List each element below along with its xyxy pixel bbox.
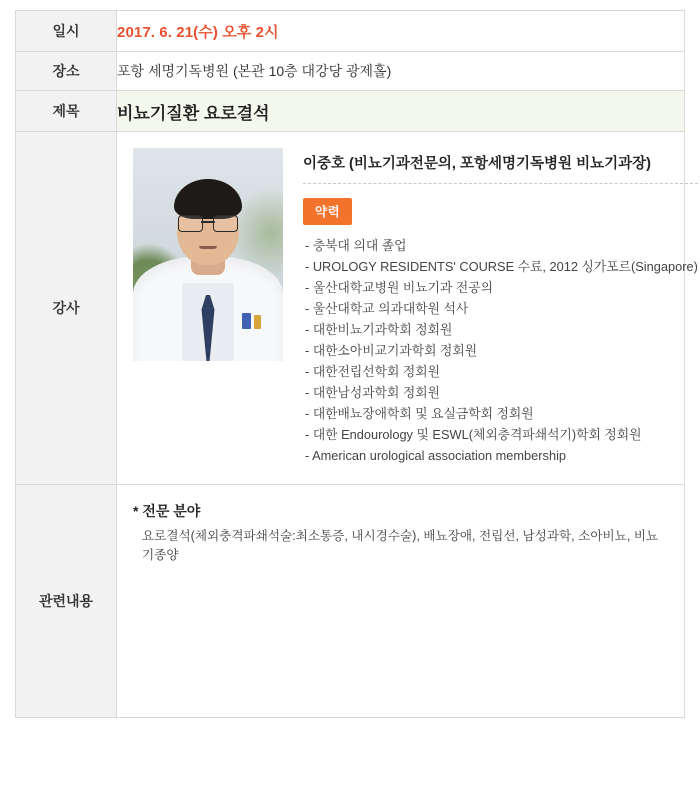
list-item: - American urological association membership	[305, 448, 567, 463]
table-row-title	[16, 91, 685, 132]
related-text: 요로결석(체외충격파쇄석술:최소통증, 내시경수술), 배뇨장애, 전립선, 남성과학, 소아비뇨, 비뇨기종양	[142, 529, 659, 562]
list-item: - 울산대학교 의과대학원 석사	[305, 301, 469, 316]
photo-pocket-pen-gold	[254, 315, 261, 329]
table-row-speaker	[16, 132, 685, 485]
list-item: - 대한비뇨기과학회 정회원	[305, 322, 453, 337]
photo-mouth	[199, 246, 217, 249]
photo-glasses-right-lens	[213, 215, 238, 232]
row-value-place	[117, 52, 685, 91]
list-item: - 울산대학교병원 비뇨기과 전공의	[305, 280, 493, 295]
place-text: 포항 세명기독병원 (본관 10층 대강당 광제홀)	[117, 63, 392, 79]
photo-glasses	[178, 215, 238, 231]
photo-pocket-pen-blue	[242, 313, 251, 329]
list-item: - 대한소아비교기과학회 정회원	[305, 343, 478, 358]
date-text: 2017. 6. 21(수) 오후 2시	[117, 23, 279, 41]
related-heading: * 전문 분야	[133, 503, 201, 519]
seminar-info-table	[15, 10, 698, 718]
seminar-info-sheet	[0, 10, 700, 810]
speaker-block	[117, 132, 698, 484]
list-item: - 충북대 의대 졸업	[305, 238, 407, 253]
career-list	[303, 235, 698, 466]
career-badge: 약력	[303, 198, 352, 225]
row-value-speaker	[117, 132, 698, 485]
list-item: - 대한 Endourology 및 ESWL(체외충격파쇄석기)학회 정회원	[305, 427, 642, 442]
table-row-related	[16, 485, 685, 718]
row-label-related: 관련내용	[16, 485, 117, 718]
row-value-title	[117, 91, 685, 132]
list-item: - 대한전립선학회 정회원	[305, 364, 440, 379]
table-row-place	[16, 52, 685, 91]
list-item: - UROLOGY RESIDENTS' COURSE 수료, 2012 싱가포르(Singapore)	[305, 259, 698, 274]
lecture-title-text: 비뇨기질환 요로결석	[117, 103, 270, 123]
row-label-date: 일시	[16, 11, 117, 52]
photo-glasses-left-lens	[178, 215, 203, 232]
row-label-speaker: 강사	[16, 132, 117, 485]
speaker-details	[283, 148, 700, 466]
row-value-related	[117, 485, 685, 718]
row-label-title: 제목	[16, 91, 117, 132]
speaker-name: 이중호 (비뇨기과전문의, 포항세명기독병원 비뇨기과장)	[303, 152, 698, 184]
related-content-block	[117, 485, 684, 581]
photo-hair	[174, 179, 242, 219]
list-item: - 대한남성과학회 정회원	[305, 385, 440, 400]
speaker-portrait-photo	[133, 148, 283, 361]
list-item: - 대한배뇨장애학회 및 요실금학회 정회원	[305, 406, 534, 421]
row-label-place: 장소	[16, 52, 117, 91]
table-row-date	[16, 11, 685, 52]
row-value-date	[117, 11, 685, 52]
